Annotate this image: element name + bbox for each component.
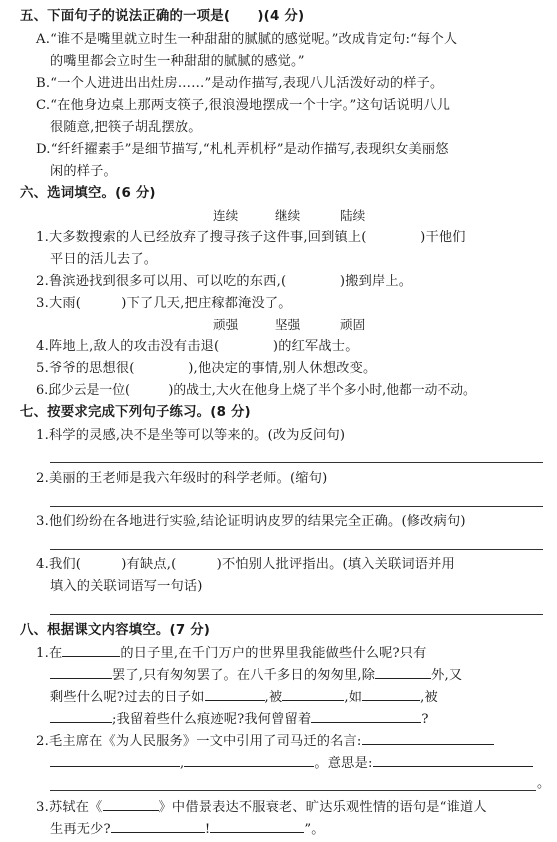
word-choice-4: 顽强 [213,317,239,332]
option-c-line1: C.“在他身边桌上那两支筷子,很浪漫地摆成一个十字。”这句话说明八儿 [36,98,451,113]
text-segment: ! [204,822,211,837]
section7-title: 七、按要求完成下列句子练习。(8 分) [20,405,251,420]
text-segment: , [180,756,185,771]
text-segment: 2.毛主席在《为人民服务》一文中引用了司马迁的名言: [36,734,362,749]
recite-q3-line2 [50,818,325,841]
answer-line[interactable] [50,614,543,615]
word-choice-6: 顽固 [340,317,366,332]
option-a-line2: 的嘴里都会立时生一种甜甜的腻腻的感觉。” [50,54,305,69]
blank[interactable] [62,642,120,657]
blank[interactable] [375,664,431,679]
blank[interactable] [362,730,494,745]
blank[interactable] [362,686,420,701]
section6-title: 六、选词填空。(6 分) [20,186,156,201]
blank[interactable] [50,664,112,679]
blank[interactable] [311,708,421,723]
text-segment: 罢了,只有匆匆罢了。在八千多日的匆匆里,除 [112,668,376,683]
recite-q2-line2 [50,752,533,775]
blank[interactable] [111,818,205,833]
answer-line[interactable] [50,506,543,507]
fill-q5: 5.爷爷的思想很( ),他决定的事情,别人休想改变。 [36,361,377,376]
text-segment: ,被 [264,690,283,705]
text-segment: ;我留着些什么痕迹呢?我何曾留着 [112,712,312,727]
option-d-line1: D.“纤纤擢素手”是细节描写,“札札弄机杼”是动作描写,表现织女美丽悠 [36,142,449,157]
fill-q1-line2: 平日的活儿去了。 [50,252,158,267]
text-segment: 》中借景表达不服衰老、旷达乐观性情的语句是“谁道人 [158,800,487,815]
rewrite-q4-line2: 填入的关联词语写一句话) [50,579,203,594]
blank[interactable] [373,752,533,767]
option-a-line1: A.“谁不是嘴里就立时生一种甜甜的腻腻的感觉呢。”改成肯定句:“每个人 [36,32,458,47]
text-segment: 3.苏轼在《 [36,800,103,815]
text-segment: ? [421,712,429,727]
recite-q1-line1 [36,642,427,665]
blank[interactable] [50,708,112,723]
answer-line[interactable] [50,462,543,463]
blank[interactable] [184,752,314,767]
word-choice-2: 继续 [275,208,301,223]
recite-q3-line1 [36,796,487,819]
word-choice-5: 坚强 [275,317,301,332]
recite-q1-line2 [50,664,462,687]
text-segment: ,如 [344,690,363,705]
text-segment: 剩些什么呢?过去的日子如 [50,690,205,705]
blank[interactable] [282,686,344,701]
blank[interactable] [50,752,180,767]
option-c-line2: 很随意,把筷子胡乱摆放。 [50,120,202,135]
blank[interactable] [103,796,159,811]
fill-q1-line1: 1.大多数搜索的人已经放弃了搜寻孩子这件事,回到镇上( )干他们 [36,230,466,245]
fill-q6: 6.邱少云是一位( )的战士,大火在他身上烧了半个多小时,他都一动不动。 [36,383,476,398]
text-segment: ,被 [420,690,438,705]
blank[interactable] [210,818,304,833]
text-segment: 。意思是: [314,756,373,771]
word-choice-1: 连续 [213,208,239,223]
option-b-line1: B.“一个人进进出出灶房……”是动作描写,表现八儿活泼好动的样子。 [36,76,444,91]
option-d-line2: 闲的样子。 [50,164,117,179]
rewrite-q1: 1.科学的灵感,决不是坐等可以等来的。(改为反问句) [36,428,346,443]
text-segment: ”。 [304,822,325,837]
text-segment: 1.在 [36,646,63,661]
period-mark: 。 [537,776,551,791]
section8-title: 八、根据课文内容填空。(7 分) [20,623,211,638]
fill-q4: 4.阵地上,敌人的攻击没有击退( )的红军战士。 [36,339,359,354]
answer-line[interactable] [50,790,536,791]
fill-q2: 2.鲁滨逊找到很多可以用、可以吃的东西,( )搬到岸上。 [36,274,413,289]
rewrite-q2: 2.美丽的王老师是我六年级时的科学老师。(缩句) [36,471,328,486]
text-segment: 生再无少? [50,822,111,837]
section5-title: 五、下面句子的说法正确的一项是( )(4 分) [20,9,305,24]
word-choice-3: 陆续 [340,208,366,223]
recite-q1-line4 [50,708,429,731]
recite-q2-line1 [36,730,494,753]
blank[interactable] [205,686,265,701]
text-segment: 外,又 [431,668,463,683]
rewrite-q3: 3.他们纷纷在各地进行实验,结论证明讷皮罗的结果完全正确。(修改病句) [36,514,466,529]
recite-q1-line3 [50,686,438,709]
fill-q3: 3.大雨( )下了几天,把庄稼都淹没了。 [36,296,292,311]
text-segment: 的日子里,在千门万户的世界里我能做些什么呢?只有 [120,646,427,661]
answer-line[interactable] [50,549,543,550]
rewrite-q4-line1: 4.我们( )有缺点,( )不怕别人批评指出。(填入关联词语并用 [36,557,455,572]
